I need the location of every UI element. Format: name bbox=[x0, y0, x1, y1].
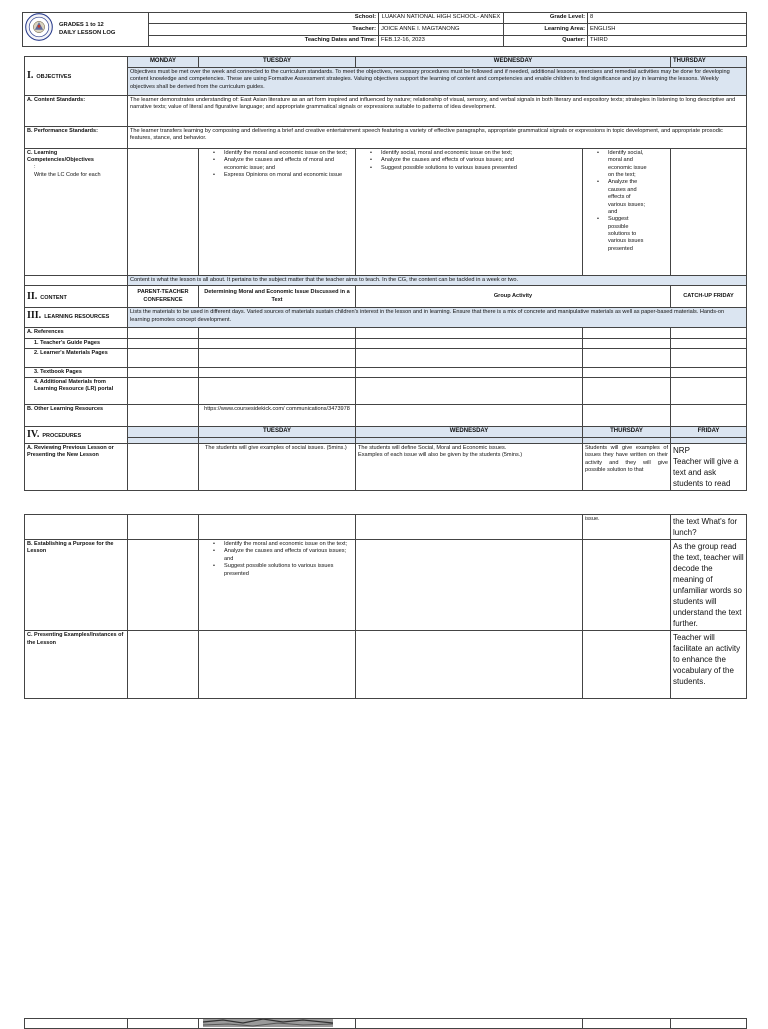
competency-wed-2: • Analyze the causes and effects of various issues; and bbox=[366, 157, 580, 164]
purpose-friday: As the group read the text, teacher will decode the meaning of unfamiliar words so students will understand the text further. bbox=[671, 540, 747, 631]
content-monday: PARENT-TEACHER CONFERENCE bbox=[128, 286, 199, 308]
competencies-thursday bbox=[583, 148, 671, 275]
resources-heading bbox=[25, 308, 128, 328]
day-monday: MONDAY bbox=[128, 57, 199, 68]
competency-tue-2: • Analyze the causes and effects of moral and economic issue; and bbox=[209, 157, 353, 172]
school-label: School: bbox=[149, 13, 379, 24]
quarter-label: Quarter: bbox=[504, 35, 588, 46]
content-note: Content is what the lesson is all about. It pertains to the subject matter that the teacher aims to teach. In the CG, the content can be tackled in a week or two. bbox=[128, 275, 747, 285]
performance-standards-label: B. Performance Standards: bbox=[25, 126, 128, 148]
school-value: LUAKAN NATIONAL HIGH SCHOOL- ANNEX bbox=[379, 13, 504, 24]
references-label: A. References bbox=[25, 328, 128, 338]
competency-thu-3: • Suggest possible solutions to various issues presented bbox=[593, 216, 648, 253]
proc-day-tuesday: TUESDAY bbox=[199, 427, 356, 438]
content-wednesday: Group Activity bbox=[356, 286, 671, 308]
objectives-description: Objectives must be met over the week and connected to the curriculum standards. To meet the objectives, necessary procedures must be followed and if needed, additional lessons, exercises and remedial activities may be done for developing content knowledge and competencies. These are using Formative Assessment strategies. Valuing objectives support the learning of content and competencies and enable children to find significance and joy in learning the lessons. Weekly objectives shall be derived from the curriculum guides. bbox=[128, 67, 747, 95]
teachers-guide-label: 1. Teacher's Guide Pages bbox=[25, 338, 128, 348]
purpose-tue-3: • Suggest possible solutions to various issues presented bbox=[209, 563, 353, 578]
procedures-heading bbox=[25, 427, 128, 444]
resources-roman: III. bbox=[27, 310, 42, 322]
reviewing-lesson-label: A. Reviewing Previous Lesson or Presenting the New Lesson bbox=[25, 443, 128, 490]
competency-wed-3: • Suggest possible solutions to various issues presented bbox=[366, 165, 580, 172]
competencies-label bbox=[25, 148, 128, 275]
teacher-value: JOICE ANNE I. MAGTANONG bbox=[379, 24, 504, 35]
reviewing-thursday-cont: issue. bbox=[583, 515, 671, 540]
competencies-label-line3: Write the LC Code for each bbox=[34, 171, 101, 178]
competency-tue-3: • Express Opinions on moral and economic issue bbox=[209, 172, 353, 179]
objectives-label: OBJECTIVES bbox=[36, 74, 72, 81]
day-tuesday: TUESDAY bbox=[199, 57, 356, 68]
teacher-label: Teacher: bbox=[149, 24, 379, 35]
presenting-examples-label: C. Presenting Examples/Instances of the Lesson bbox=[25, 631, 128, 699]
reviewing-friday-text: Teacher will give a text and ask students to read bbox=[673, 456, 739, 489]
learners-materials-label: 2. Learner's Materials Pages bbox=[25, 348, 128, 367]
learning-area-value: ENGLISH bbox=[588, 24, 747, 35]
reviewing-thursday: Students will give examples of issues they have written on their activity and they will give possible solution to that bbox=[583, 443, 671, 490]
competencies-tuesday bbox=[199, 148, 356, 275]
objectives-roman: I. bbox=[27, 70, 34, 82]
grade-level-value: 8 bbox=[588, 13, 747, 24]
resources-label: LEARNING RESOURCES bbox=[44, 314, 110, 321]
competencies-label-line1: C. Learning Competencies/Objectives bbox=[27, 149, 94, 164]
day-thursday: THURSDAY bbox=[671, 57, 747, 68]
competency-thu-2: • Analyze the causes and effects of various issues; and bbox=[593, 179, 648, 216]
other-resources-link[interactable]: https://www.coursesidekick.com/ communications/3473978 bbox=[199, 405, 356, 427]
header-table bbox=[22, 12, 747, 47]
content-standards-text: The learner demonstrates understanding of: East Asian literature as an art form inspired and influenced by nature; relationship of visual, sensory, and verbal signals in both literary and expository texts; strategies in listening to long descriptive and narrative texts; value of literal and figurative language; and appropriate grammatical signals or expressions suitable to patterns of idea development. bbox=[128, 95, 747, 126]
reviewing-wednesday-line1: The students will define Social, Moral and Economic issues. bbox=[358, 444, 507, 451]
purpose-tue-1: • Identify the moral and economic issue on the text; bbox=[209, 541, 353, 548]
purpose-label: B. Establishing a Purpose for the Lesson bbox=[25, 540, 128, 631]
competency-tue-1: • Identify the moral and economic issue on the text; bbox=[209, 150, 353, 157]
competencies-wednesday bbox=[356, 148, 583, 275]
content-tuesday: Determining Moral and Economic Issue Discussed in a Text bbox=[199, 286, 356, 308]
content-note-spacer bbox=[25, 275, 128, 285]
dll-title bbox=[23, 13, 149, 47]
content-friday: CATCH-UP FRIDAY bbox=[671, 286, 747, 308]
content-standards-label: A. Content Standards: bbox=[25, 95, 128, 126]
competencies-label-line2: : bbox=[34, 164, 36, 171]
reviewing-tuesday: The students will give examples of social issues. (5mins.) bbox=[199, 443, 356, 490]
other-resources-label: B. Other Learning Resources bbox=[25, 405, 128, 427]
competencies-friday bbox=[671, 148, 747, 275]
proc-day-friday: FRIDAY bbox=[671, 427, 747, 438]
content-label: CONTENT bbox=[40, 295, 67, 302]
presenting-examples-friday: Teacher will facilitate an activity to enhance the vocabulary of the students. bbox=[671, 631, 747, 699]
reviewing-wednesday-line2: Examples of each issue will also be given by the students (5mins.) bbox=[358, 452, 523, 459]
competency-wed-1: • Identify social, moral and economic issue on the text; bbox=[366, 150, 580, 157]
quarter-value: THIRD bbox=[588, 35, 747, 46]
dll-title-line2: DAILY LESSON LOG bbox=[59, 29, 116, 36]
content-heading bbox=[25, 286, 128, 308]
dates-label: Teaching Dates and Time: bbox=[149, 35, 379, 46]
reviewing-wednesday bbox=[356, 443, 583, 490]
content-roman: II. bbox=[27, 291, 38, 303]
reviewing-friday-nrp: NRP bbox=[673, 445, 690, 455]
reviewing-friday-cont: the text What's for lunch? bbox=[671, 515, 747, 540]
textbook-pages-label: 3. Textbook Pages bbox=[25, 367, 128, 377]
performance-standards-text: The learner transfers learning by composing and delivering a brief and creative entertainment speech featuring a variety of effective paragraphs, appropriate grammatical signals or expressions in topic development, and appropriate prosodic features, stance, and behavior. bbox=[128, 126, 747, 148]
lesson-log-table bbox=[24, 56, 747, 491]
learning-area-label: Learning Area: bbox=[504, 24, 588, 35]
procedures-label: PROCEDURES bbox=[42, 433, 82, 440]
additional-materials-label: 4. Additional Materials from Learning Resource (LR) portal bbox=[25, 378, 128, 405]
purpose-tue-2: • Analyze the causes and effects of various issues; and bbox=[209, 548, 353, 563]
proc-day-thursday: THURSDAY bbox=[583, 427, 671, 438]
dates-value: FEB.12-16, 2023 bbox=[379, 35, 504, 46]
reviewing-friday bbox=[671, 443, 747, 490]
objectives-heading bbox=[25, 57, 128, 96]
proc-day-wednesday: WEDNESDAY bbox=[356, 427, 583, 438]
resources-description: Lists the materials to be used in different days. Varied sources of materials sustain children's interest in the lesson and in learning. Ensure that there is a mix of concrete and manipulative materials as well as paper-based materials. Hands-on learning promotes concept development. bbox=[128, 308, 747, 328]
dll-title-line1: GRADES 1 to 12 bbox=[59, 21, 104, 28]
image-fragment-icon bbox=[203, 1019, 333, 1027]
competencies-monday bbox=[128, 148, 199, 275]
competency-thu-1: • Identify social, moral and economic issue on the text; bbox=[593, 150, 648, 180]
day-wednesday: WEDNESDAY bbox=[356, 57, 671, 68]
grade-level-label: Grade Level: bbox=[504, 13, 588, 24]
purpose-tuesday bbox=[199, 540, 356, 631]
lesson-log-table-page2 bbox=[24, 514, 747, 699]
procedures-roman: IV. bbox=[27, 429, 40, 441]
